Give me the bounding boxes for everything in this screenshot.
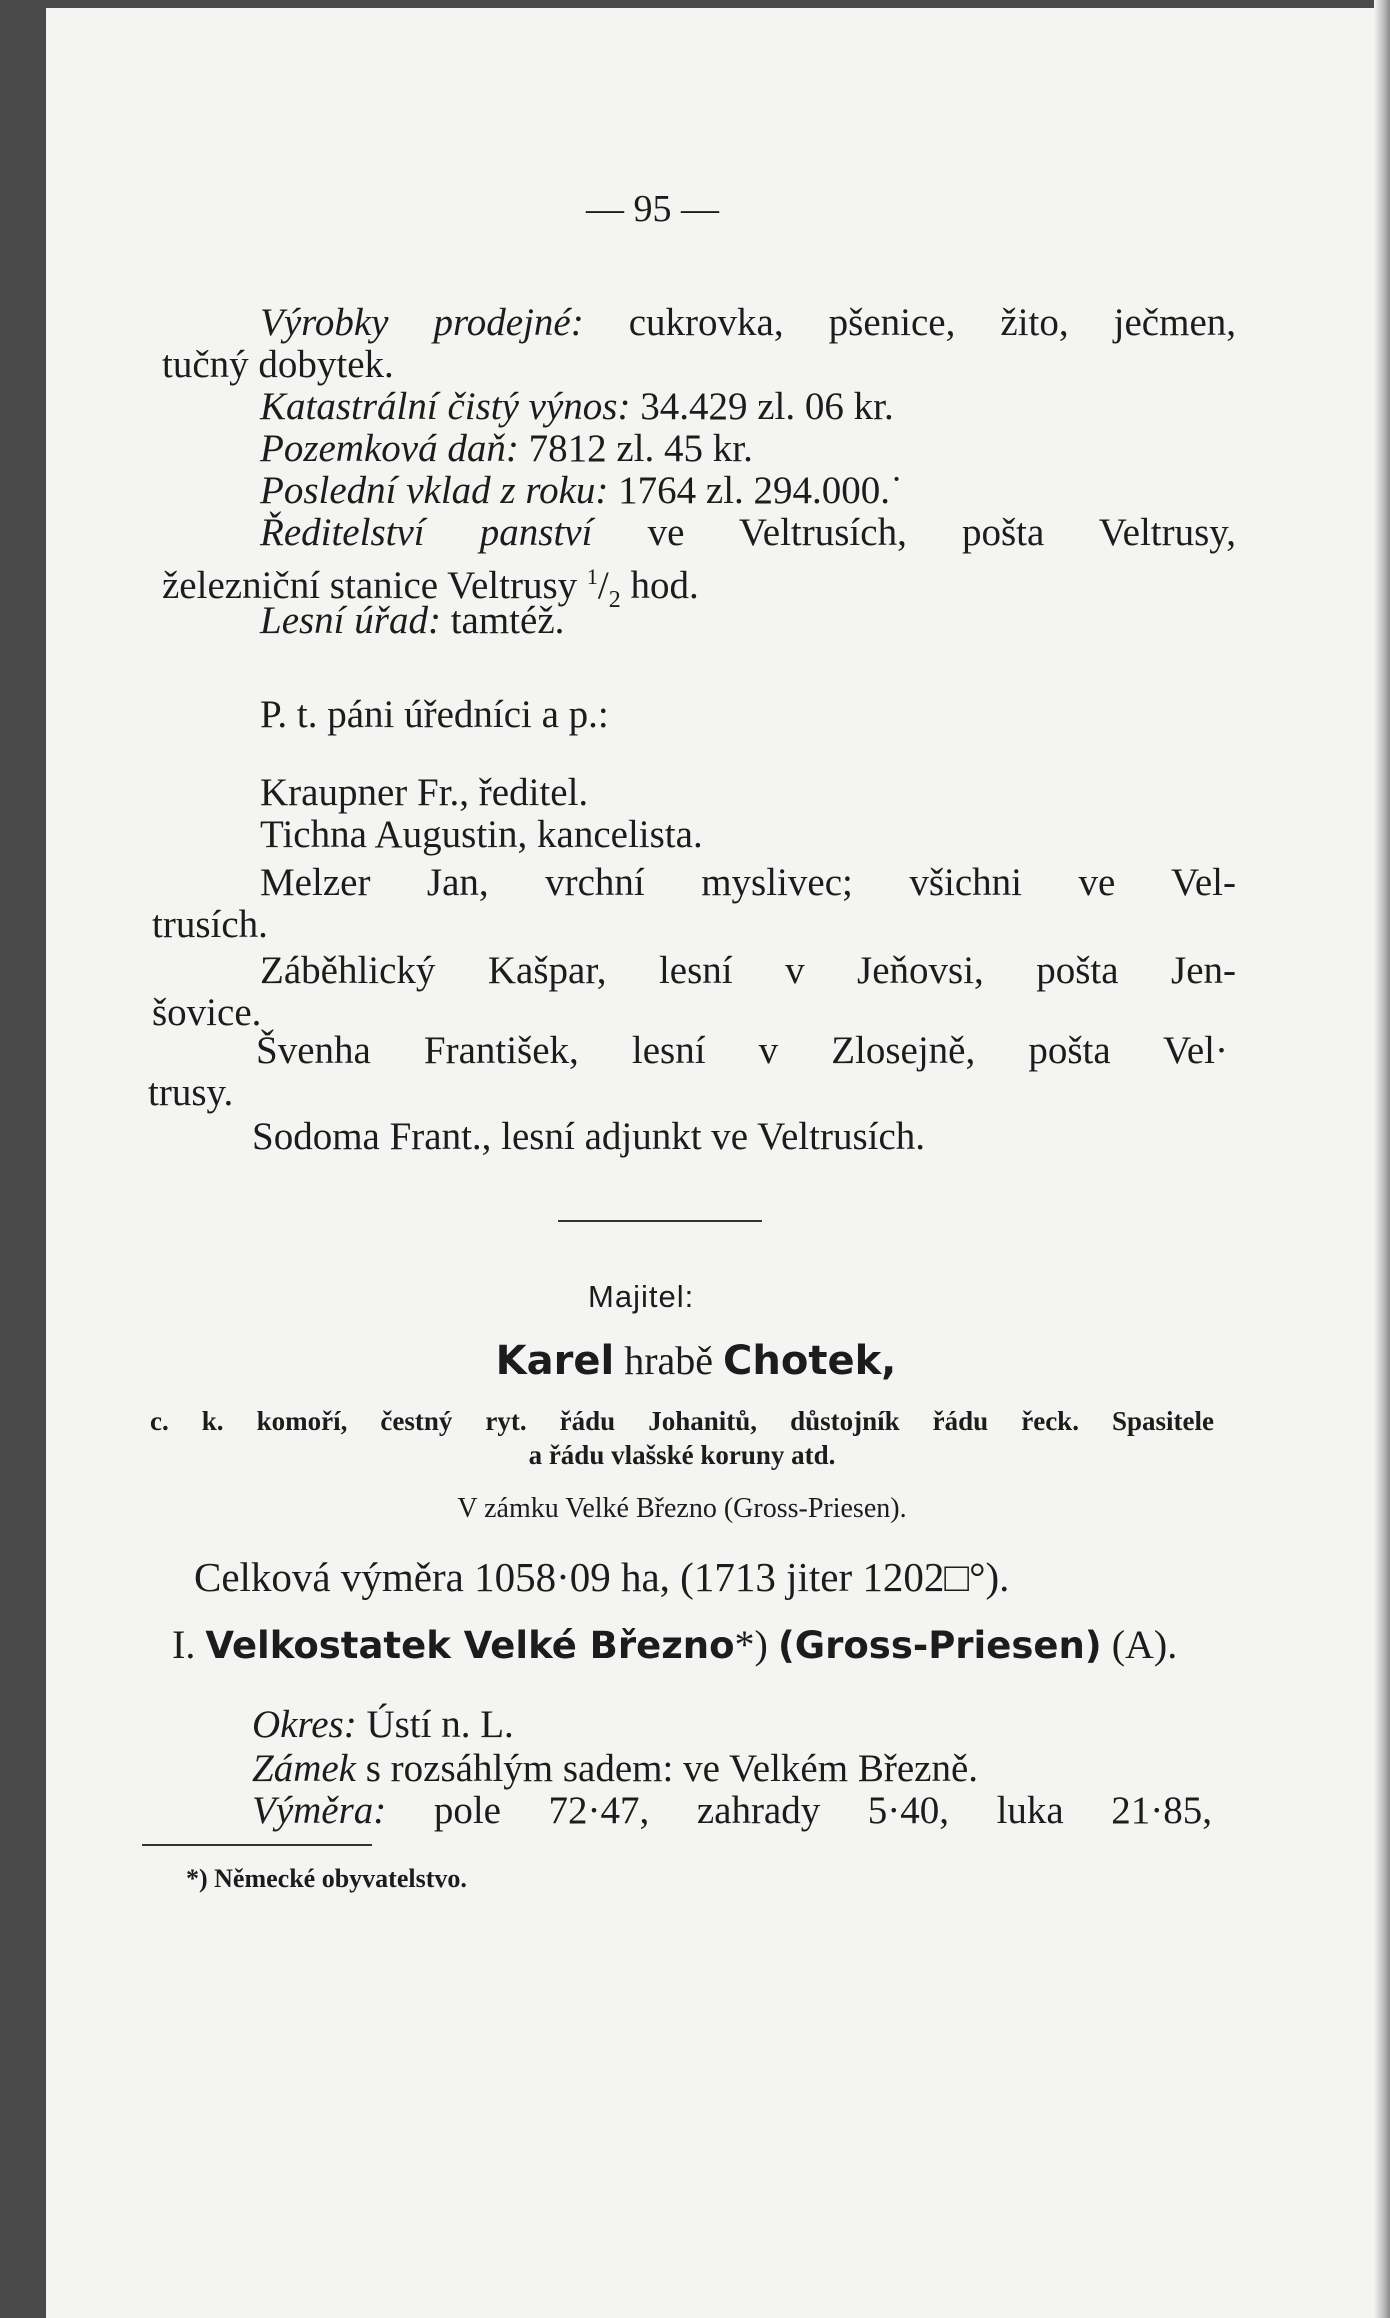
owner-titles-line-2: a řádu vlašské koruny atd. xyxy=(528,1440,836,1470)
total-area: Celková výměra 1058·09 ha, (1713 jiter 1202□°). xyxy=(194,1554,1010,1600)
area-value: pole 72·47, zahrady 5·40, luka 21·85, xyxy=(433,1789,1213,1832)
area-label: Výměra: xyxy=(252,1789,387,1832)
staff-line: Sodoma Frant., lesní adjunkt ve Veltrusích. xyxy=(252,1115,926,1158)
last-deposit-value: 1764 zl. 294.000.˙ xyxy=(618,469,904,512)
land-tax-label: Pozemková daň: xyxy=(260,427,519,470)
estate-office-line-2: železniční stanice Veltrusy $^1/_2$ hod. xyxy=(162,564,699,613)
staff-heading: P. t. páni úředníci a p.: xyxy=(260,693,609,736)
estate-office-line xyxy=(260,510,1236,556)
owner-name xyxy=(446,1338,946,1384)
owner-last-name: Chotek, xyxy=(723,1338,897,1384)
cadastral-value: 34.429 zl. 06 kr. xyxy=(640,385,894,428)
staff-line: Melzer Jan, vrchní myslivec; všichni ve Vel- xyxy=(260,861,1236,904)
section-divider xyxy=(558,1220,762,1222)
page-edge-shadow xyxy=(1374,0,1390,2318)
staff-line: Kraupner Fr., ředitel. xyxy=(260,771,589,814)
products-label: Výrobky prodejné: xyxy=(260,301,584,344)
owner-label: Majitel: xyxy=(588,1279,695,1314)
estate-office-text: ve Veltrusích, pošta Veltrusy, xyxy=(647,511,1237,554)
last-deposit-label: Poslední vklad z roku: xyxy=(260,469,609,512)
staff-line: šovice. xyxy=(152,991,262,1034)
owner-title: hrabě xyxy=(624,1338,714,1383)
owner-first-name: Karel xyxy=(495,1338,615,1384)
cadastral-line xyxy=(260,384,894,430)
cadastral-label: Katastrální čistý výnos: xyxy=(260,385,631,428)
footnote: *) Německé obyvatelstvo. xyxy=(186,1864,467,1893)
castle-location: V zámku Velké Březno (Gross-Priesen). xyxy=(457,1493,907,1524)
last-deposit-line xyxy=(260,468,903,514)
district-line xyxy=(252,1702,514,1748)
staff-line: Švenha František, lesní v Zlosejně, pošta Vel· xyxy=(256,1029,1228,1072)
fraction-denominator: 2 xyxy=(608,586,621,613)
estate-german-name: (Gross-Priesen) xyxy=(777,1624,1102,1667)
district-label: Okres: xyxy=(252,1703,357,1746)
products-line xyxy=(260,300,1236,346)
railway-station-text: železniční stanice Veltrusy xyxy=(162,564,578,607)
land-tax-line xyxy=(260,426,753,472)
staff-line: Tichna Augustin, kancelista. xyxy=(260,813,703,856)
hours-text: hod. xyxy=(630,564,699,607)
products-text: cukrovka, pšenice, žito, ječmen, xyxy=(628,301,1237,344)
estate-number: I. xyxy=(172,1622,196,1667)
footnote-marker: *) xyxy=(734,1622,768,1667)
forest-office-line xyxy=(260,598,564,644)
owner-titles-line-1: c. k. komoří, čestný ryt. řádu Johanitů, důstojník řádu řeck. Spasitele xyxy=(150,1406,1214,1436)
fraction-numerator: 1 xyxy=(586,564,598,589)
document-page xyxy=(46,8,1380,2318)
staff-line: trusích. xyxy=(152,903,268,946)
forest-office-label: Lesní úřad: xyxy=(260,599,441,642)
forest-office-value: tamtéž. xyxy=(450,599,565,642)
area-line xyxy=(252,1788,1212,1834)
land-tax-value: 7812 zl. 45 kr. xyxy=(528,427,753,470)
page-number: — 95 — xyxy=(586,188,719,230)
estate-office-label: Ředitelství panství xyxy=(260,511,593,554)
chateau-value: s rozsáhlým sadem: ve Velkém Březně. xyxy=(365,1747,979,1790)
staff-line: trusy. xyxy=(148,1071,234,1114)
footnote-rule xyxy=(142,1844,372,1846)
chateau-label: Zámek xyxy=(252,1747,356,1790)
products-line-2: tučný dobytek. xyxy=(162,343,394,386)
estate-code: (A). xyxy=(1111,1622,1178,1667)
district-value: Ústí n. L. xyxy=(366,1703,514,1746)
estate-name: Velkostatek Velké Březno xyxy=(205,1624,735,1667)
staff-line: Záběhlický Kašpar, lesní v Jeňovsi, pošta Jen- xyxy=(260,949,1236,992)
chateau-line xyxy=(252,1746,978,1792)
estate-heading xyxy=(172,1622,1177,1669)
